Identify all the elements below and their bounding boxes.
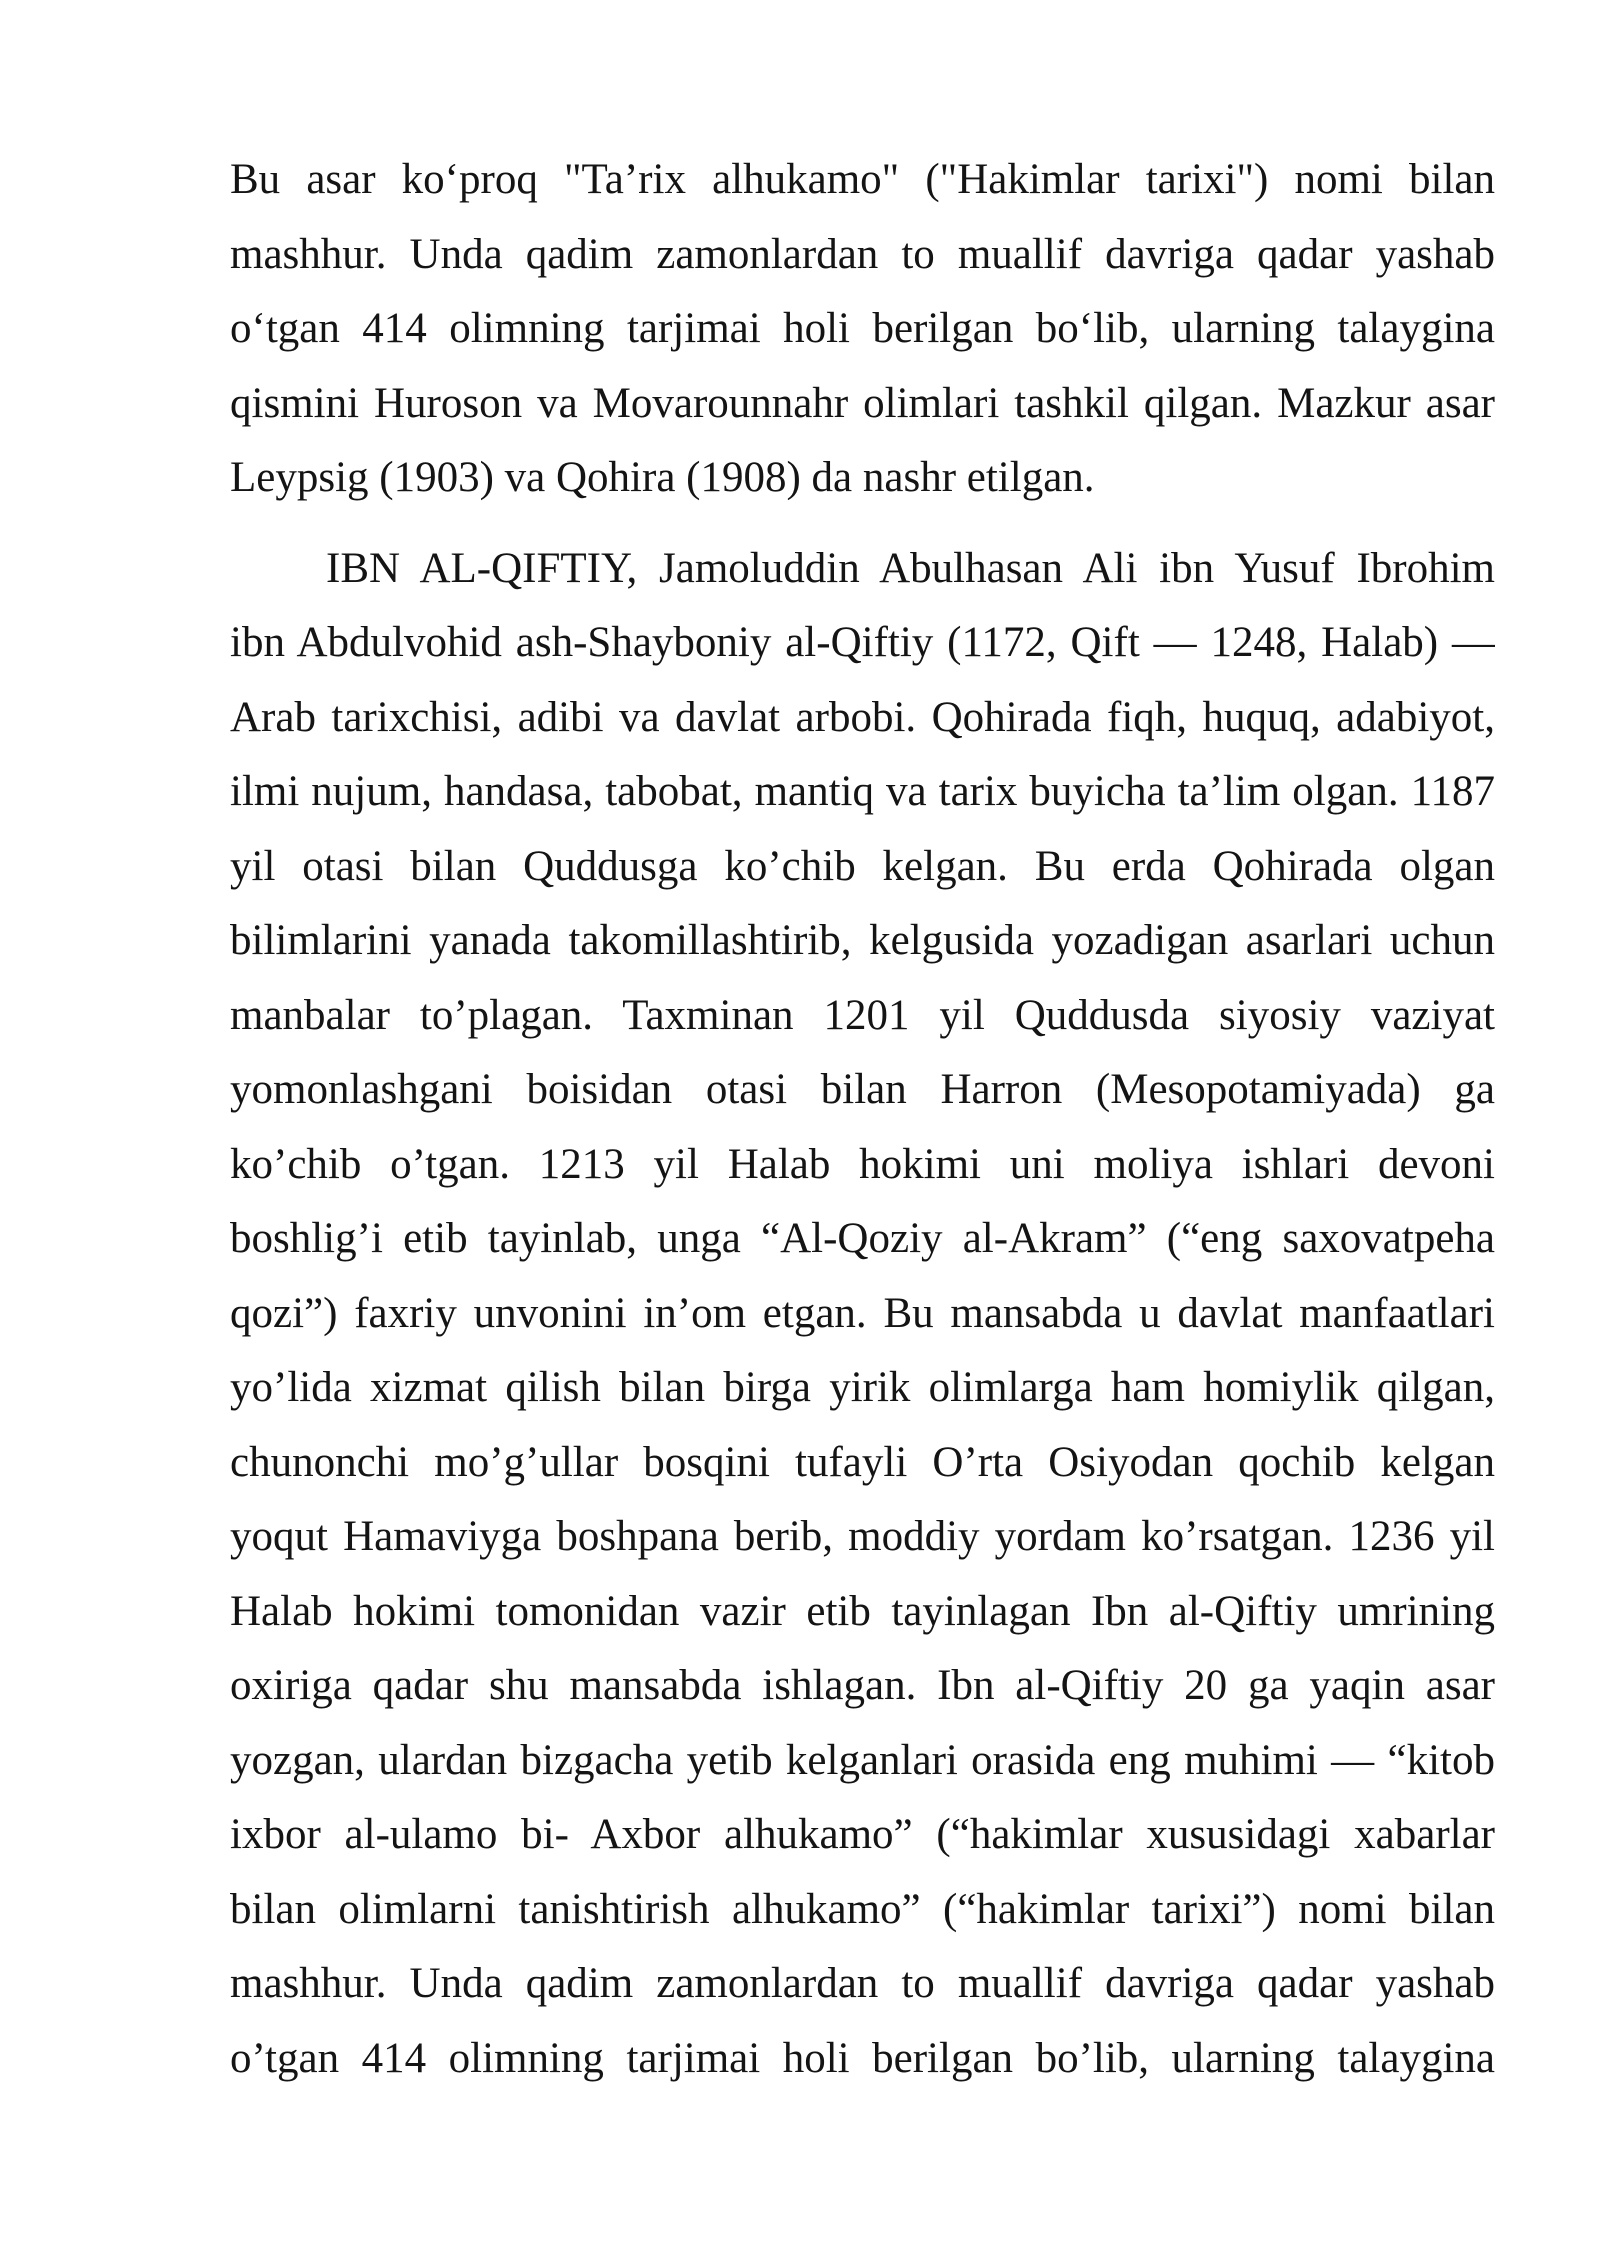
text-line: ixbor al-ulamo bi- Axbor alhukamo” (“hakimlar xususidagi xabarlar xyxy=(230,1811,1495,1858)
text-line: bilimlarini yanada takomillashtirib, kelgusida yozadigan asarlari uchun xyxy=(230,917,1495,964)
text-line: chunonchi mo’g’ullar bosqini tufayli O’rta Osiyodan qochib kelgan xyxy=(230,1438,1495,1486)
body-text xyxy=(230,143,1495,2096)
text-line: Leypsig (1903) va Qohira (1908) da nashr etilgan. xyxy=(230,454,1095,501)
text-line: Halab hokimi tomonidan vazir etib tayinlagan Ibn al-Qiftiy umrining xyxy=(230,1587,1495,1635)
text-line: yil otasi bilan Quddusga ko’chib kelgan. Bu erda Qohirada olgan xyxy=(230,842,1495,890)
text-line: ibn Abdulvohid ash-Shayboniy al-Qiftiy (1172, Qift — 1248, Halab) — xyxy=(230,619,1495,666)
text-line: mashhur. Unda qadim zamonlardan to muallif davriga qadar yashab xyxy=(230,230,1495,278)
text-line: bilan olimlarni tanishtirish alhukamo” (“hakimlar tarixi”) nomi bilan xyxy=(230,1885,1495,1933)
text-line: Bu asar ko‘proq "Ta’rix alhukamo" ("Hakimlar tarixi") nomi bilan xyxy=(230,156,1495,203)
text-line: o’tgan 414 olimning tarjimai holi berilgan bo’lib, ularning talaygina xyxy=(230,2034,1495,2082)
text-line: mashhur. Unda qadim zamonlardan to muallif davriga qadar yashab xyxy=(230,1960,1495,2007)
paragraph-ibn-al-qiftiy xyxy=(230,532,1495,2097)
text-line: Arab tarixchisi, adibi va davlat arbobi. Qohirada fiqh, huquq, adabiyot, xyxy=(230,693,1495,741)
paragraph-hakimlar-tarixi xyxy=(230,143,1495,516)
text-line: yozgan, ulardan bizgacha yetib kelganlari orasida eng muhimi — “kitob xyxy=(230,1736,1495,1784)
text-line: yoqut Hamaviyga boshpana berib, moddiy yordam ko’rsatgan. 1236 yil xyxy=(230,1513,1495,1560)
text-line: ilmi nujum, handasa, tabobat, mantiq va tarix buyicha ta’lim olgan. 1187 xyxy=(230,768,1495,815)
text-line: ko’chib o’tgan. 1213 yil Halab hokimi uni moliya ishlari devoni xyxy=(230,1140,1495,1188)
text-line: IBN AL-QIFTIY, Jamoluddin Abulhasan Ali ibn Yusuf Ibrohim xyxy=(326,544,1495,592)
text-line: manbalar to’plagan. Taxminan 1201 yil Quddusda siyosiy vaziyat xyxy=(230,991,1495,1039)
text-line: oxiriga qadar shu mansabda ishlagan. Ibn al-Qiftiy 20 ga yaqin asar xyxy=(230,1662,1495,1709)
text-line: yomonlashgani boisidan otasi bilan Harron (Mesopotamiyada) ga xyxy=(230,1066,1495,1113)
text-line: boshlig’i etib tayinlab, unga “Al-Qoziy al-Akram” (“eng saxovatpeha xyxy=(230,1215,1495,1262)
text-line: yo’lida xizmat qilish bilan birga yirik olimlarga ham homiylik qilgan, xyxy=(230,1364,1495,1411)
text-line: qozi”) faxriy unvonini in’om etgan. Bu mansabda u davlat manfaatlari xyxy=(230,1289,1495,1337)
text-line: qismini Huroson va Movarounnahr olimlari tashkil qilgan. Mazkur asar xyxy=(230,379,1495,427)
text-line: o‘tgan 414 olimning tarjimai holi berilgan bo‘lib, ularning talaygina xyxy=(230,305,1495,352)
